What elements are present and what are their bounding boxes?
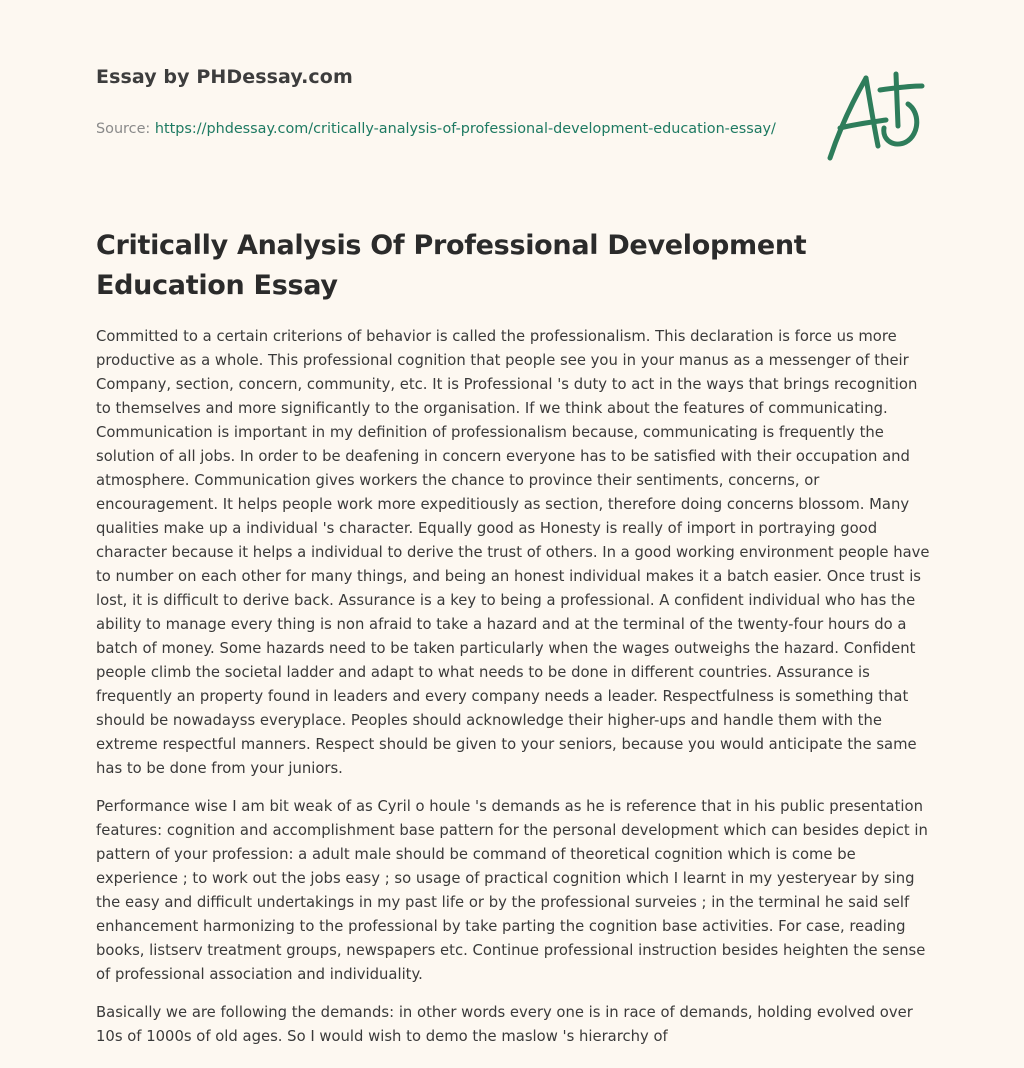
essay-body <box>96 325 932 1063</box>
paragraph: Basically we are following the demands: in other words every one is in race of demands, holding evolved over 10s of 1000s of old ages. So I would wish to demo the maslow 's hierarchy of <box>96 1004 913 1045</box>
paragraph: Committed to a certain criterions of behavior is called the professionalism. This declaration is force us more productive as a whole. This professional cognition that people see you in your manus as a messenger of their Company, section, concern, community, etc. It is Professional 's duty to act in the ways that brings recognition to themselves and more significantly to the organisation. If we think about the features of communicating. Communication is important in my definition of professionalism because, communicating is frequently the solution of all jobs. In order to be deafening in concern everyone has to be satisfied with their occupation and atmosphere. Communication gives workers the chance to province their sentiments, concerns, or encouragement. It helps people work more expeditiously as section, therefore doing concerns blossom. Many qualities make up a individual 's character. Equally good as Honesty is really of import in portraying good character because it helps a individual to derive the trust of others. In a good working environment people have to number on each other for many things, and being an honest individual makes it a batch easier. Once trust is lost, it is difficult to derive back. Assurance is a key to being a professional. A confident individual who has the ability to manage every thing is non afraid to take a hazard and at the terminal of the twenty-four hours do a batch of money. Some hazards need to be taken particularly when the wages outweighs the hazard. Confident people climb the societal ladder and adapt to what needs to be done in different countries. Assurance is frequently an property found in leaders and every company needs a leader. Respectfulness is something that should be nowadayss everyplace. Peoples should acknowledge their higher-ups and handle them with the extreme respectful manners. Respect should be given to your seniors, because you would anticipate the same has to be done from your juniors. <box>96 328 930 777</box>
a-plus-logo-icon <box>822 68 928 166</box>
essay-title: Critically Analysis Of Professional Development Education Essay <box>96 230 807 301</box>
source-link[interactable]: https://phdessay.com/critically-analysis-of-professional-development-education-essay/ <box>154 121 776 137</box>
paragraph: Performance wise I am bit weak of as Cyril o houle 's demands as he is reference that in his public presentation features: cognition and accomplishment base pattern for the personal development which can besides depict in pattern of your profession: a adult male should be command of theoretical cognition which is come be experience ; to work out the jobs easy ; so usage of practical cognition which I learnt in my yesteryear by sing the easy and difficult undertakings in my past life or by the professional surveies ; in the terminal he said self enhancement harmonizing to the professional by take parting the cognition base activities. For case, reading books, listserv treatment groups, newspapers etc. Continue professional instruction besides heighten the sense of professional association and individuality. <box>96 798 928 983</box>
site-header <box>96 66 776 140</box>
source-label: Source: <box>96 121 151 137</box>
site-title: Essay by PHDessay.com <box>96 66 353 88</box>
source-line <box>96 118 776 140</box>
